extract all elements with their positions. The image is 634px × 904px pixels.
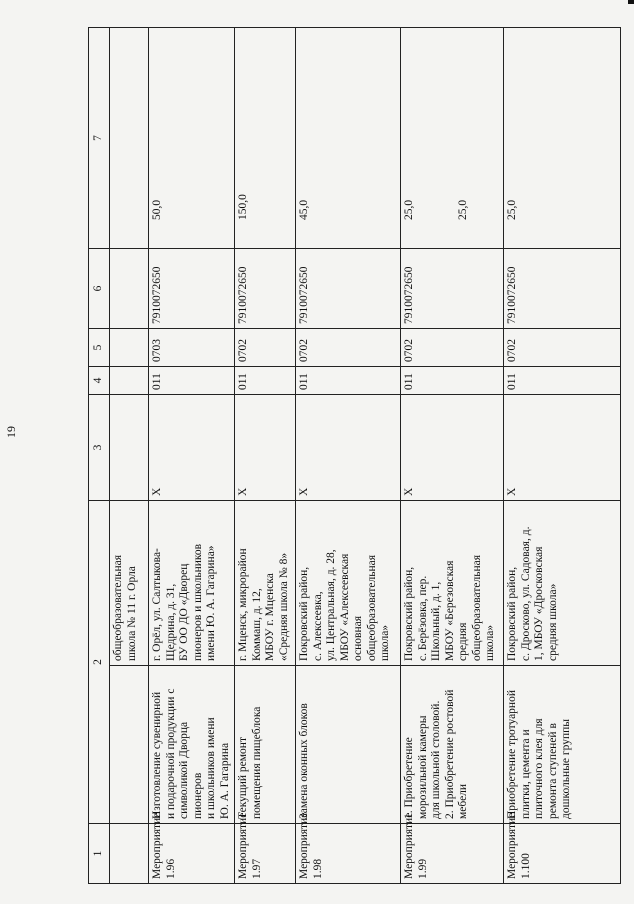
- rotated-table-wrapper: [88, 28, 586, 884]
- table-row: [504, 28, 621, 884]
- row-col3: X: [504, 395, 621, 501]
- row-col6: 7910072650: [235, 249, 296, 329]
- row-col4: 011: [504, 367, 621, 395]
- row-col3: X: [401, 395, 504, 501]
- table-row: [296, 28, 401, 884]
- row-address: г. Мценск, микрорайон Коммаш, д. 12, МБОУ г. Мценска «Средняя школа № 8»: [235, 501, 296, 666]
- header-cell-3: 3: [89, 395, 110, 501]
- header-cell-5: 5: [89, 329, 110, 367]
- header-row: [89, 28, 110, 884]
- row-col5: 0702: [401, 329, 504, 367]
- row-col5: 0702: [504, 329, 621, 367]
- continuation-cell-6: [110, 249, 149, 329]
- table-row: [401, 28, 504, 884]
- row-col4: 011: [296, 367, 401, 395]
- row-address: Покровский район, с. Дросково, ул. Садовая, д. 1, МБОУ «Дросковская средняя школа»: [504, 501, 621, 666]
- row-col7: [296, 28, 401, 249]
- row-name: 1. Приобретение морозильной камеры для школьной столовой. 2. Приобретение ростовой мебели: [401, 666, 504, 824]
- row-amount: 50,0: [151, 199, 163, 220]
- continuation-cell-1: [110, 824, 149, 884]
- row-address: Покровский район, с. Алексеевка, ул. Центральная, д. 28, МБОУ «Алексеевская основная общеобразовательная школа»: [296, 501, 401, 666]
- row-address: Покровский район, с. Берёзовка, пер. Школьный, д. 1, МБОУ «Березовская средняя общеобразовательная школа»: [401, 501, 504, 666]
- continuation-cell-5: [110, 329, 149, 367]
- row-col5: 0703: [149, 329, 235, 367]
- row-address: г. Орёл, ул. Салтыкова- Щедрина, д. 31, БУ ОО ДО «Дворец пионеров и школьников имени Ю. А. Гагарина»: [149, 501, 235, 666]
- row-id: Мероприятие 1.100: [504, 824, 621, 884]
- row-id: Мероприятие 1.96: [149, 824, 235, 884]
- row-amount: 150,0: [237, 194, 249, 220]
- continuation-cell-2b: общеобразовательная школа № 11 г. Орла: [110, 501, 149, 666]
- row-col6: 7910072650: [296, 249, 401, 329]
- row-col3: X: [149, 395, 235, 501]
- continuation-cell-3: [110, 395, 149, 501]
- header-cell-7: 7: [89, 28, 110, 249]
- row-col4: 011: [235, 367, 296, 395]
- row-amount: 25,0: [506, 199, 518, 220]
- header-cell-6: 6: [89, 249, 110, 329]
- header-cell-1: 1: [89, 824, 110, 884]
- table-row: [235, 28, 296, 884]
- row-amount: 25,0: [456, 199, 469, 220]
- row-col4: 011: [401, 367, 504, 395]
- row-col4: 011: [149, 367, 235, 395]
- row-name: Замена оконных блоков: [296, 666, 401, 824]
- continuation-cell-4: [110, 367, 149, 395]
- row-name: Приобретение тротуарной плитки, цемента и плиточного клея для ремонта ступеней в дошкольные группы: [504, 666, 621, 824]
- row-col7: [401, 28, 504, 249]
- row-amount: 45,0: [298, 199, 310, 220]
- page-number: 19: [4, 426, 18, 438]
- row-name: Изготовление сувенирной и подарочной продукции с символикой Дворца пионеров и школьников имени Ю. А. Гагарина: [149, 666, 235, 824]
- row-col7: [149, 28, 235, 249]
- row-col3: X: [296, 395, 401, 501]
- row-col5: 0702: [296, 329, 401, 367]
- row-id: Мероприятие 1.97: [235, 824, 296, 884]
- scan-mark: [628, 0, 634, 4]
- header-cell-4: 4: [89, 367, 110, 395]
- table-row: [149, 28, 235, 884]
- row-col7: [504, 28, 621, 249]
- continuation-row: [110, 28, 149, 884]
- row-col6: 7910072650: [149, 249, 235, 329]
- header-cell-2: 2: [89, 501, 110, 824]
- row-amount: 25,0: [403, 199, 415, 220]
- continuation-cell-7: [110, 28, 149, 249]
- continuation-cell-2a: [110, 666, 149, 824]
- row-col7: [235, 28, 296, 249]
- row-id: Мероприятие 1.98: [296, 824, 401, 884]
- row-id: Мероприятие 1.99: [401, 824, 504, 884]
- row-col6: 7910072650: [401, 249, 504, 329]
- row-col5: 0702: [235, 329, 296, 367]
- row-col3: X: [235, 395, 296, 501]
- budget-table: [88, 27, 621, 884]
- row-col6: 7910072650: [504, 249, 621, 329]
- row-name: Текущий ремонт помещения пищеблока: [235, 666, 296, 824]
